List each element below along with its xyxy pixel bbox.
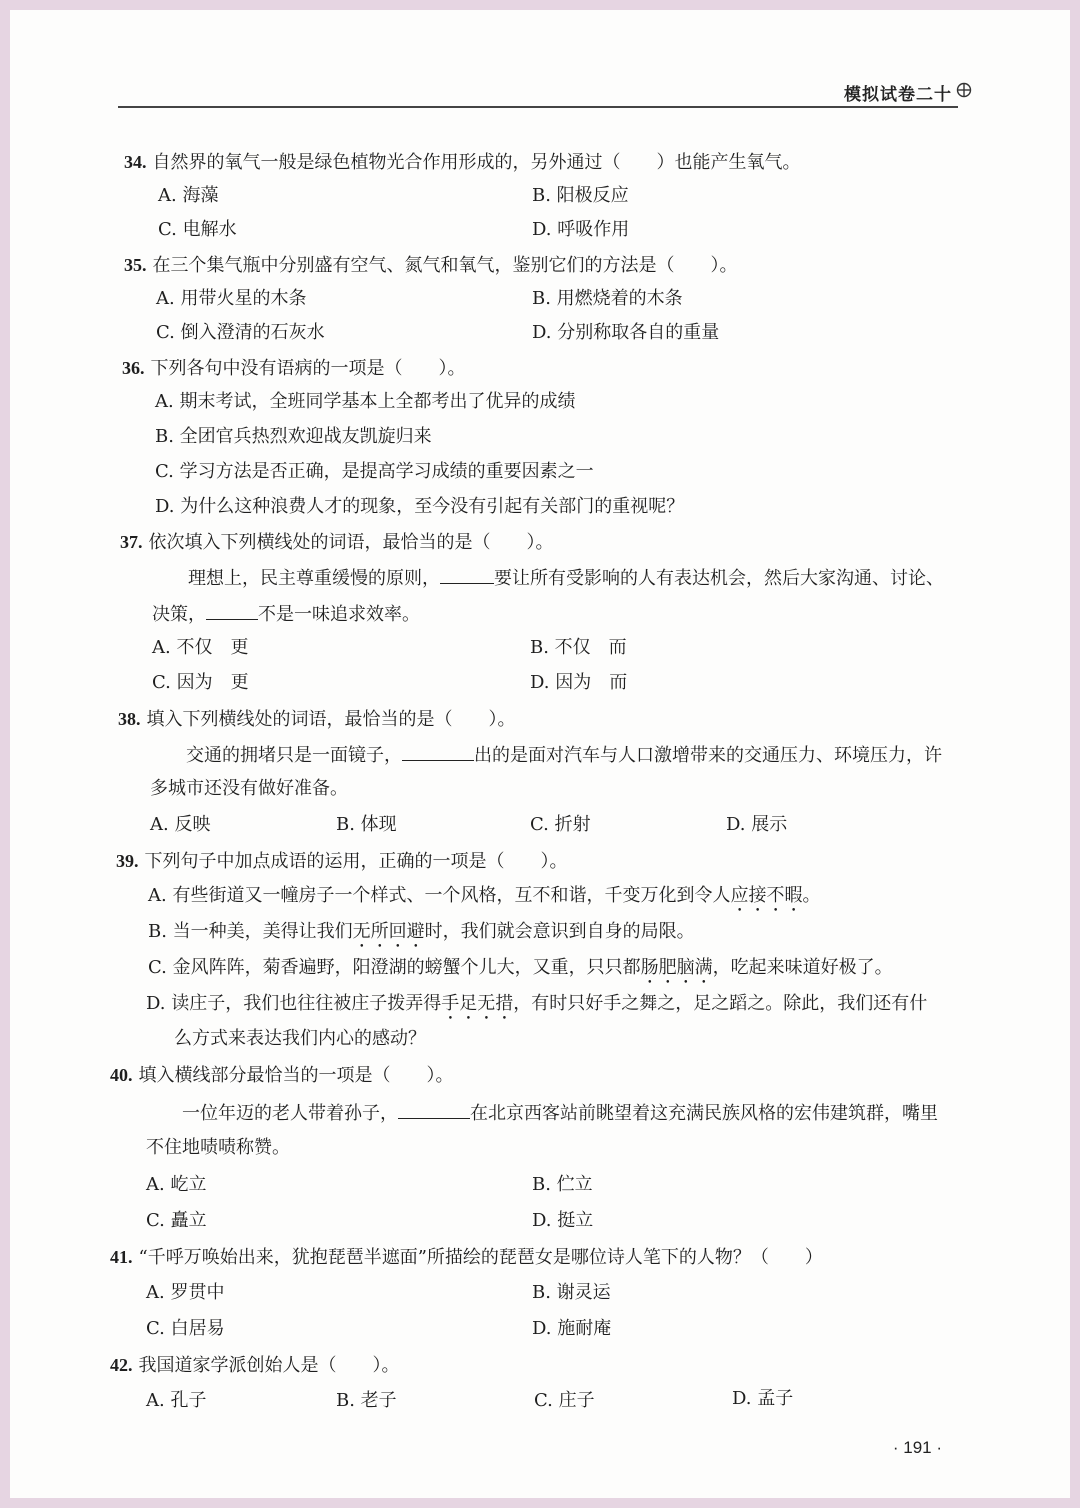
option-a: A. 孔子 bbox=[146, 1390, 207, 1411]
dotted-idiom: 应接不暇 bbox=[730, 885, 803, 906]
option-b: B. 全团官兵热烈欢迎战友凯旋归来 bbox=[155, 426, 432, 447]
option-a: A. 用带火星的木条 bbox=[156, 288, 307, 309]
question-41 bbox=[110, 1245, 823, 1270]
option-a: A. 罗贯中 bbox=[146, 1282, 225, 1303]
option-c: C. 折射 bbox=[530, 814, 591, 835]
dotted-idiom: 无所回避 bbox=[352, 921, 425, 942]
option-c bbox=[148, 956, 893, 988]
option-text: 时，我们就会意识到自身的局限。 bbox=[424, 921, 695, 942]
option-b: B. 阳极反应 bbox=[532, 185, 629, 206]
dotted-idiom: 肠肥脑满 bbox=[640, 957, 713, 978]
passage-text: 交通的拥堵只是一面镜子， bbox=[186, 745, 402, 766]
option-d: D. 施耐庵 bbox=[532, 1318, 612, 1339]
question-34 bbox=[124, 150, 801, 175]
question-number: 34. bbox=[124, 152, 147, 172]
option-b: B. 不仅 而 bbox=[530, 637, 627, 658]
option-b: B. 体现 bbox=[336, 814, 397, 835]
question-stem: 依次填入下列横线处的词语，最恰当的是（ ）。 bbox=[148, 532, 554, 553]
option-c: C. 白居易 bbox=[146, 1318, 225, 1339]
option-text: B. 当一种美，美得让我们 bbox=[148, 921, 353, 942]
question-number: 35. bbox=[124, 255, 147, 275]
option-text: ，有时只好手之舞之，足之蹈之。除此，我们还有什 bbox=[513, 993, 928, 1014]
option-a: A. 反映 bbox=[150, 814, 211, 835]
option-b: B. 老子 bbox=[336, 1390, 397, 1411]
passage-line bbox=[188, 565, 944, 591]
option-text: ，吃起来味道好极了。 bbox=[712, 957, 893, 978]
exam-page bbox=[10, 10, 1070, 1498]
option-d: D. 孟子 bbox=[732, 1388, 794, 1409]
option-d: D. 为什么这种浪费人才的现象，至今没有引起有关部门的重视呢？ bbox=[155, 496, 685, 517]
question-number: 37. bbox=[120, 532, 143, 552]
header-rule bbox=[118, 106, 958, 108]
option-d bbox=[146, 992, 927, 1024]
option-a: A. 不仅 更 bbox=[152, 637, 249, 658]
passage-line: 不住地啧啧称赞。 bbox=[146, 1137, 290, 1158]
question-number: 40. bbox=[110, 1065, 133, 1085]
question-stem: 下列各句中没有语病的一项是（ ）。 bbox=[150, 358, 466, 379]
option-c: C. 学习方法是否正确，是提高学习成绩的重要因素之一 bbox=[155, 461, 594, 482]
question-stem: “千呼万唤始出来，犹抱琵琶半遮面”所描绘的琵琶女是哪位诗人笔下的人物？（ ） bbox=[138, 1247, 823, 1268]
option-c: C. 倒入澄清的石灰水 bbox=[156, 322, 325, 343]
option-d-continuation: 么方式来表达我们内心的感动？ bbox=[174, 1028, 426, 1049]
question-stem: 填入下列横线处的词语，最恰当的是（ ）。 bbox=[146, 709, 516, 730]
option-d: D. 展示 bbox=[726, 814, 788, 835]
question-37 bbox=[120, 530, 554, 555]
question-stem: 填入横线部分最恰当的一项是（ ）。 bbox=[138, 1065, 454, 1086]
passage-text: 在北京西客站前眺望着这充满民族风格的宏伟建筑群，嘴里 bbox=[470, 1103, 938, 1124]
question-35 bbox=[124, 253, 738, 278]
passage-line: 多城市还没有做好准备。 bbox=[150, 778, 348, 799]
question-stem: 我国道家学派创始人是（ ）。 bbox=[138, 1355, 400, 1376]
question-number: 36. bbox=[122, 358, 145, 378]
option-text: A. 有些街道又一幢房子一个样式、一个风格，互不和谐，千变万化到令人 bbox=[148, 885, 731, 906]
option-d: D. 因为 而 bbox=[530, 672, 628, 693]
question-40 bbox=[110, 1063, 454, 1088]
option-c: C. 矗立 bbox=[146, 1210, 207, 1231]
passage-line bbox=[152, 601, 420, 627]
passage-text: 出的是面对汽车与人口激增带来的交通压力、环境压力，许 bbox=[474, 745, 942, 766]
option-a: A. 期末考试，全班同学基本上全都考出了优异的成绩 bbox=[155, 391, 576, 412]
option-d: D. 分别称取各自的重量 bbox=[532, 322, 720, 343]
option-text: C. 金风阵阵，菊香遍野，阳澄湖的螃蟹个儿大，又重，只只都 bbox=[148, 957, 641, 978]
question-36 bbox=[122, 356, 466, 381]
option-b: B. 谢灵运 bbox=[532, 1282, 611, 1303]
passage-line bbox=[186, 742, 942, 768]
question-42 bbox=[110, 1353, 400, 1378]
passage-line bbox=[182, 1100, 938, 1126]
question-number: 38. bbox=[118, 709, 141, 729]
answer-blank bbox=[206, 601, 258, 620]
question-39 bbox=[116, 849, 568, 874]
page-number: · 191 · bbox=[892, 1438, 942, 1457]
option-c: C. 因为 更 bbox=[152, 672, 249, 693]
answer-blank bbox=[440, 565, 494, 584]
option-c: C. 电解水 bbox=[158, 219, 237, 240]
passage-text: 一位年迈的老人带着孙子， bbox=[182, 1103, 398, 1124]
answer-blank bbox=[398, 1100, 470, 1119]
passage-text: 理想上，民主尊重缓慢的原则， bbox=[188, 568, 440, 589]
question-number: 39. bbox=[116, 851, 139, 871]
answer-blank bbox=[402, 742, 474, 761]
option-b: B. 伫立 bbox=[532, 1174, 593, 1195]
option-b bbox=[148, 920, 695, 952]
option-text: D. 读庄子，我们也往往被庄子拨弄得 bbox=[146, 993, 442, 1014]
rosette-icon bbox=[956, 82, 972, 98]
option-b: B. 用燃烧着的木条 bbox=[532, 288, 683, 309]
option-d: D. 挺立 bbox=[532, 1210, 594, 1231]
option-a bbox=[148, 884, 820, 916]
option-c: C. 庄子 bbox=[534, 1390, 595, 1411]
question-number: 42. bbox=[110, 1355, 133, 1375]
header-title: 模拟试卷二十 bbox=[844, 85, 952, 105]
option-d: D. 呼吸作用 bbox=[532, 219, 630, 240]
option-a: A. 屹立 bbox=[146, 1174, 207, 1195]
question-stem: 自然界的氧气一般是绿色植物光合作用形成的，另外通过（ ）也能产生氧气。 bbox=[152, 152, 801, 173]
question-stem: 在三个集气瓶中分别盛有空气、氮气和氧气，鉴别它们的方法是（ ）。 bbox=[152, 255, 738, 276]
question-stem: 下列句子中加点成语的运用，正确的一项是（ ）。 bbox=[144, 851, 568, 872]
dotted-idiom: 手足无措 bbox=[441, 993, 514, 1014]
option-a: A. 海藻 bbox=[158, 185, 219, 206]
passage-text: 要让所有受影响的人有表达机会，然后大家沟通、讨论、 bbox=[494, 568, 944, 589]
question-number: 41. bbox=[110, 1247, 133, 1267]
passage-text: 决策， bbox=[152, 604, 206, 625]
page-frame bbox=[10, 10, 1070, 1498]
option-text: 。 bbox=[802, 885, 821, 906]
passage-text: 不是一味追求效率。 bbox=[258, 604, 420, 625]
question-38 bbox=[118, 707, 516, 732]
